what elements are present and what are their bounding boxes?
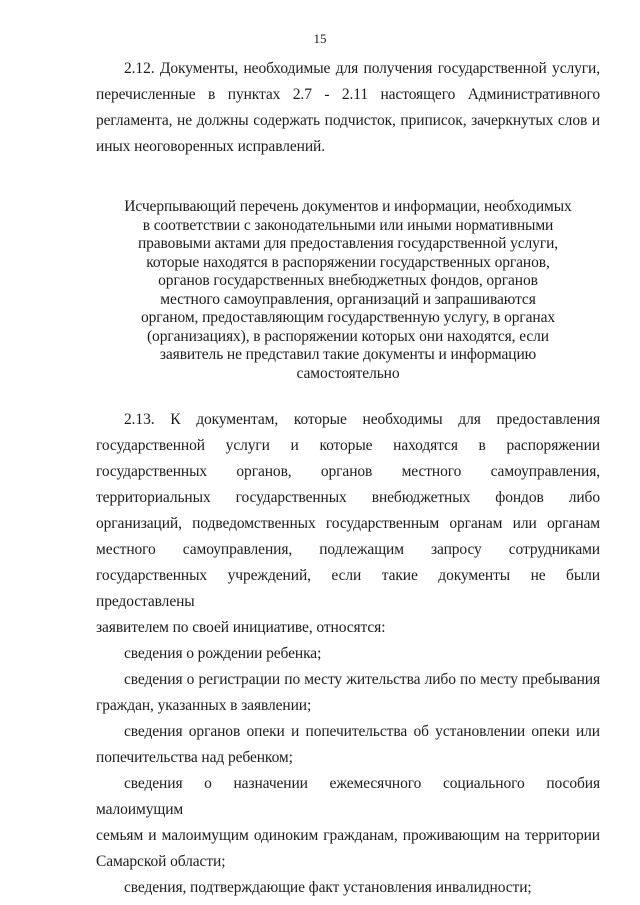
paragraph-line: перечисленные в пунктах 2.7 - 2.11 настоящего Административного bbox=[96, 86, 600, 103]
list-item bbox=[96, 667, 600, 719]
list-item-line: сведения органов опеки и попечительства об установлении опеки или bbox=[124, 723, 600, 740]
list-item-line: попечительства над ребенком; bbox=[96, 749, 293, 766]
paragraph-line: 2.13. К документам, которые необходимы для предоставления bbox=[124, 411, 600, 428]
list-item bbox=[96, 875, 600, 901]
paragraph-line: иных неоговоренных исправлений. bbox=[96, 138, 325, 155]
heading-line: правовыми актами для предоставления государственной услуги, bbox=[137, 235, 559, 252]
list-item-line: сведения о регистрации по месту жительства либо по месту пребывания bbox=[124, 671, 600, 688]
heading-line: органом, предоставляющим государственную услугу, в органах bbox=[140, 309, 556, 326]
paragraph-2-12 bbox=[96, 56, 600, 160]
list-item-line: сведения, подтверждающие факт установления инвалидности; bbox=[124, 879, 532, 896]
list-item bbox=[96, 719, 600, 771]
list-item bbox=[96, 771, 600, 875]
paragraph-line: местного самоуправления, подлежащим запросу сотрудниками bbox=[96, 541, 600, 558]
document-body bbox=[96, 56, 600, 901]
list-item-line: сведения о рождении ребенка; bbox=[124, 645, 322, 662]
paragraph-line: заявителем по своей инициативе, относятся: bbox=[96, 619, 386, 636]
section-heading bbox=[118, 198, 578, 383]
list-item-line: семьям и малоимущим одиноким гражданам, проживающим на территории bbox=[96, 827, 600, 844]
heading-line: которые находятся в распоряжении государственных органов, bbox=[146, 253, 550, 271]
paragraph-line: организаций, подведомственных государственным органам или органам bbox=[96, 515, 600, 532]
paragraph-line: государственной услуги и которые находятся в распоряжении bbox=[96, 437, 600, 454]
heading-line: заявитель не представил такие документы и информацию bbox=[159, 346, 537, 363]
paragraph-line: регламента, не должны содержать подчисток, приписок, зачеркнутых слов и bbox=[96, 112, 600, 129]
list-item bbox=[96, 641, 600, 667]
paragraph-2-13 bbox=[96, 407, 600, 641]
heading-line: органов государственных внебюджетных фондов, органов bbox=[158, 272, 538, 289]
heading-line: в соответствии с законодательными или иными нормативными bbox=[142, 216, 554, 234]
paragraph-line: государственных учреждений, если такие документы не были предоставлены bbox=[96, 567, 600, 610]
paragraph-line: территориальных государственных внебюджетных фондов либо bbox=[96, 489, 600, 506]
heading-line: местного самоуправления, организаций и запрашиваются bbox=[160, 290, 536, 308]
paragraph-line: 2.12. Документы, необходимые для получения государственной услуги, bbox=[124, 60, 600, 77]
list-item-line: Самарской области; bbox=[96, 853, 226, 870]
page-number: 15 bbox=[313, 31, 327, 46]
heading-line: (организациях), в распоряжении которых они находятся, если bbox=[146, 327, 549, 345]
paragraph-line: государственных органов, органов местного самоуправления, bbox=[96, 463, 600, 480]
heading-line: Исчерпывающий перечень документов и информации, необходимых bbox=[124, 198, 572, 215]
document-list bbox=[96, 641, 600, 901]
list-item-line: граждан, указанных в заявлении; bbox=[96, 697, 312, 714]
list-item-line: сведения о назначении ежемесячного социального пособия малоимущим bbox=[96, 775, 600, 818]
heading-line: самостоятельно bbox=[296, 364, 400, 382]
